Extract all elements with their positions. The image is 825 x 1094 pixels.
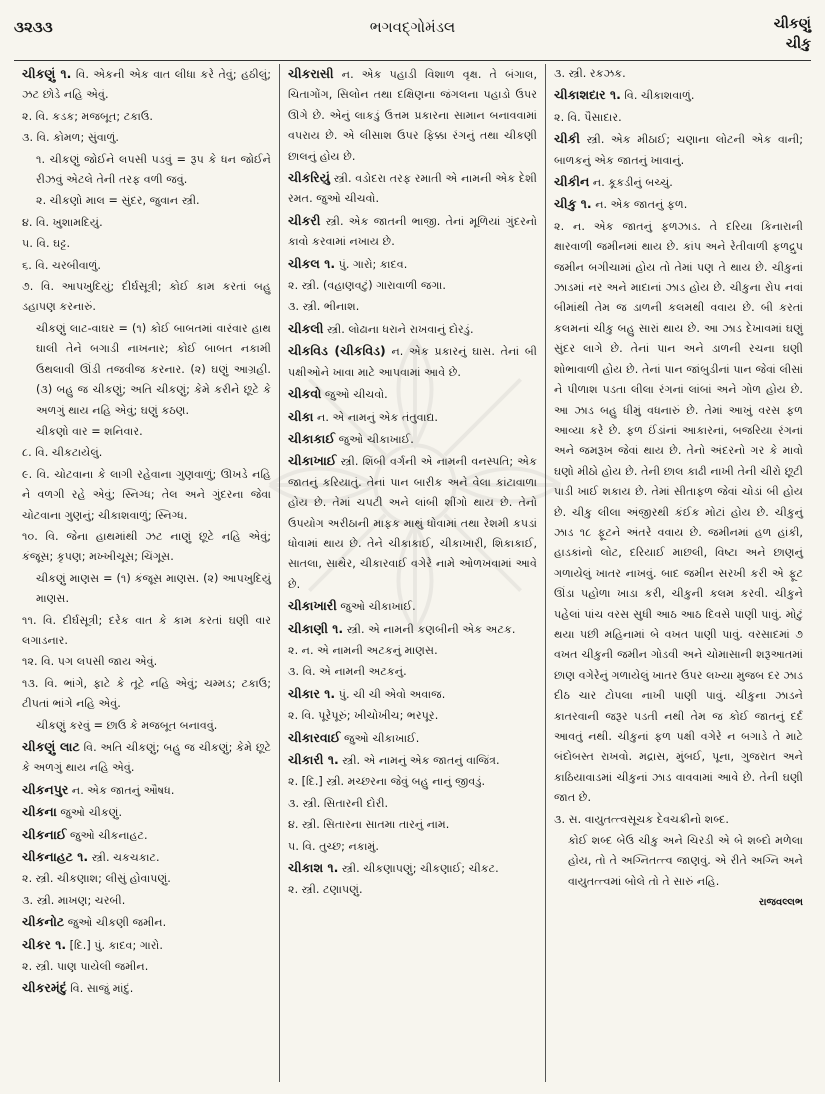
entry-headword: ચીકર ૧.: [22, 936, 67, 952]
entry-definition: સ્ત્રી. એક મીઠાઈ; ચણાના લોટની એક વાની; બાળકનું એક જાતનું ખાવાનું.: [554, 133, 803, 167]
entry-definition: ૬. વિ. ચરબીવાળું.: [22, 258, 101, 272]
dictionary-entry: [554, 108, 803, 128]
entry-headword: ચીકનાઈ: [22, 826, 67, 842]
entry-headword: ચીકરાસી: [288, 66, 334, 81]
dictionary-entry: [22, 569, 271, 610]
entry-definition: સ્ત્રી. વડોદરા તરફ રમાતી એ નામની એક દેશી રમત. જુઓ ચીચવો.: [288, 172, 537, 206]
dictionary-entry: [288, 837, 537, 857]
dictionary-entry: [554, 194, 803, 215]
dictionary-entry: [22, 277, 271, 318]
entry-definition: વિ. ચીકાશવાળું.: [624, 89, 695, 103]
page-title: ભગવદ્ગોમંડલ: [369, 18, 456, 36]
dictionary-entry: [288, 772, 537, 792]
dictionary-entry: [22, 234, 271, 254]
entry-definition: ૨. વિ. કડક; મજબૂત; ટકાઉ.: [22, 109, 153, 123]
dictionary-entry: [22, 737, 271, 779]
dictionary-entry: [22, 319, 271, 421]
dictionary-entry: [288, 429, 537, 450]
entry-headword: ચીકનાહટ ૧.: [22, 849, 89, 865]
entry-headword: ચીકારી ૧.: [288, 752, 339, 767]
entry-headword: ચીકાશ ૧.: [288, 860, 339, 876]
dictionary-entry: [288, 662, 537, 682]
dictionary-entry: [288, 276, 537, 296]
dictionary-entry: [554, 217, 803, 809]
entry-definition: ૩. વિ. એ નામની અટકનું.: [288, 665, 407, 679]
entry-definition: ૪. વિ. ખુશામદિયું.: [22, 215, 103, 229]
entry-definition: ૨. વિ. પૈસાદાર.: [554, 110, 622, 124]
entry-definition: ૫. વિ. ઘટ્ટ.: [22, 237, 70, 251]
entry-headword: ચીકનપુર: [22, 781, 69, 797]
header-rule: [14, 60, 811, 61]
entry-headword: ચીકના: [22, 804, 57, 820]
entry-definition: ૨. ચીકણો માલ = સુંદર, જુવાન સ્ત્રી.: [36, 194, 200, 208]
entry-headword: ચીકાર ૧.: [288, 685, 336, 701]
dictionary-entry: [22, 191, 271, 211]
dictionary-entry: [288, 211, 537, 253]
entry-headword: ચીકાકાઈ: [288, 430, 336, 446]
guide-words: [774, 14, 811, 54]
entry-headword: ચીકવો: [288, 386, 322, 402]
dictionary-entry: [22, 825, 271, 846]
dictionary-entry: [288, 596, 537, 617]
entry-definition: સ્ત્રી. ચકચકાટ.: [91, 851, 160, 865]
entry-headword: ચીકરમંદું: [22, 980, 67, 996]
entry-definition: ચીકણો વાર = શનિવાર.: [36, 424, 143, 438]
entry-headword: ચીકાણી ૧.: [288, 620, 344, 636]
dictionary-entry: [288, 619, 537, 640]
dictionary-entry: [22, 674, 271, 715]
entry-definition: ૧૧. વિ. દીર્ઘસૂત્રી; દરેક વાત કે કામ કરતાં ઘણી વાર લગાડનાર.: [22, 613, 271, 647]
dictionary-columns: [14, 64, 811, 1082]
entry-definition: જુઓ ચીકાખાઈ.: [338, 432, 414, 446]
entry-definition: ૩. સ્ત્રી. ભીનાશ.: [288, 300, 360, 314]
entry-headword: ચીકલી: [288, 320, 324, 336]
dictionary-entry: [554, 831, 803, 892]
dictionary-entry: [22, 780, 271, 801]
entry-headword: ચીકાશદાર ૧.: [554, 87, 621, 103]
entry-definition: ૭. વિ. આપખુદિયું; દીર્ઘસૂત્રી; કોઈ કામ કરતાં બહુ ડહાપણ કરનારું.: [22, 280, 271, 314]
entry-headword: ચીકીન: [554, 174, 590, 190]
entry-definition: જુઓ ચીકાખાઈ.: [344, 731, 420, 745]
entry-definition: ૨. ન. એક જાતનું ફળઝાડ. તે દરિયા કિનારાની ક્ષારવાળી જમીનમાં થાય છે. કાંપ અને રેતીવાળી ફળદ્રુપ જમીન બગીચામાં હોય તો તેમાં પણ તે થાય છે. ચીકુનાં ઝાડમાં નર અને માદાનાં ઝાડ હોય છે. ચીકુના રોપ નવાં બીમાંથી તેમ જ ડાળની કલમથી વવાય છે. બી કરતાં કલમનાં ચીકુ બહુ સારાં થાય છે. આ ઝાડ દેખાવમાં ઘણું સુંદર લાગે છે. તેનાં પાન અને ડાળની રચના ઘણી શોભાવાળી હોય છે. તેનાં પાન જાંબુડીનાં પાન જેવાં લીસાં ને પીળાશ પડતા લીલા રંગનાં લાંબાં અને ગોળ હોય છે. આ ઝાડ બહુ ધીમું વધનારું છે. તેમાં આખું વરસ ફળ આવ્યા કરે છે. ફળ ઈંડાંનાં આકારનાં, બજરિયા રંગનાં અને જમરૂખ જેવાં થાય છે. તેનો અંદરનો ગર કે માવો ઘણો મીઠો હોય છે. તેની છાલ કાઢી નાખી તેની ચીરો છૂટી પાડી ખાઈ શકાય છે. તેમાં સીતાફળ જેવાં ચોડાં બી હોય છે. ચીકુ લીલા અંજીરથી કંઈક મોટાં હોય છે. ચીકુનું ઝાડ ૧૮ ફૂટને અંતરે વવાય છે. જમીનમાં હળ હાંકી, હાડકાંનો લોટ, દરિયાઈ માછલી, વિષ્ટા અને છાણનું ગળાયેલું ખાતર નાખવું. બાદ જમીન સરખી કરી એ ફૂટ ઊંડા પહોળા ખાડા કરી, ચીકુની કલમ કરવી. ચીકુને પહેલાં પાંચ વરસ સુધી આઠ આઠ દિવસે પાણી પાવું. મોટું થયા પછી મહિનામાં બે વખત પાણી પાવું. વરસાદમાં ૭ વખત ચીકુની જમીન ગોડવી અને ચોમાસાની શરૂઆતમાં છાણ વગેરેનું ગળાયેલું ખાતર ઉપર લખ્યા મુજબ દર ઝાડ દીઠ ચાર ટોપલા નાખી પાણી પાવું. ચીકુના ઝાડને કાતરવાની જરૂર પડતી નથી તેમ જ કોઈ જાતનું દર્દ આવતું નથી. ચીકુનાં ફળ પક્ષી વગેરે ન બગાડે તે માટે બંદોબસ્ત રાખવો. મદ્રાસ, મુંબઈ, પૂના, ગુજરાત અને કાઠિયાવાડમાં ચીકુનાં ઝાડ વાવવામાં આવે છે. તેની ઘણી જાત છે.: [554, 219, 803, 805]
entry-headword: ચીકારવાઈ: [288, 729, 341, 745]
entry-definition: સ્ત્રી. એ નામનું એક જાતનું વાજિંત્ર.: [342, 754, 500, 767]
dictionary-entry: [22, 978, 271, 999]
entry-headword: ચીકાખાઈ: [288, 453, 337, 469]
entry-definition: વિ. અતિ ચીકણું; બહુ જ ચીકણું; કેમે છૂટે કે અળગું થાય નહિ એવું.: [22, 741, 271, 775]
entry-definition: કોઈ શબ્દ બેઉ ચીકુ અને ચિરડી એ બે શબ્દો મળેલા હોય, તો તે અગ્નિતત્ત્વ જાણવું. એ રીતે અગ્નિ અને વાયુતત્ત્વમાં બોલે તો તે સારું નહિ.: [568, 834, 803, 888]
entry-headword: ચીકલ ૧.: [288, 255, 336, 271]
entry-definition: જુઓ ચીકાખાઈ.: [340, 600, 416, 614]
column-2: [279, 64, 545, 1082]
dictionary-entry: [288, 750, 537, 771]
dictionary-entry: [288, 254, 537, 275]
dictionary-entry: [22, 213, 271, 233]
dictionary-entry: [22, 652, 271, 672]
entry-definition: ૫. વિ. તુચ્છ; નકામું.: [288, 839, 379, 853]
entry-definition: ૧. ચીકણું જોઈને લપસી પડવું = રૂપ કે ધન જોઈને રીઝવું એટલે તેની તરફ વળી જવું.: [36, 152, 271, 187]
page-number: ૩૨૩૩: [14, 18, 53, 36]
entry-definition: ૨. સ્ત્રી. પાણ પાયેલી જમીન.: [22, 960, 149, 974]
entry-definition: ૩. સ્ત્રી. રકઝક.: [554, 67, 626, 80]
dictionary-entry: [288, 858, 537, 879]
dictionary-entry: [288, 728, 537, 749]
dictionary-entry: [22, 912, 271, 933]
entry-headword: ચીકનોટ: [22, 914, 65, 930]
dictionary-entry: [554, 129, 803, 171]
entry-definition: જુઓ ચીકનાહટ.: [70, 828, 148, 842]
entry-definition: ન. એક પ્રકારનું ઘાસ. તેનાં બી પક્ષીઓને ખાવા માટે આપવામાં આવે છે.: [288, 345, 538, 379]
entry-definition: ૯. વિ. ચોટવાના કે લાગી રહેવાના ગુણવાળું; ઊખડે નહિ ને વળગી રહે એવું; સ્નિગ્ધ; તેલ અને ગુંદરના જેવા ચોટવાના ગુણનું; ચીકાશવાળું; સ્નિગ્ધ.: [22, 467, 271, 522]
dictionary-entry: [288, 64, 537, 167]
dictionary-entry: [288, 168, 537, 210]
page-header: [14, 10, 811, 60]
dictionary-entry: [288, 451, 537, 595]
dictionary-entry: [288, 706, 537, 726]
entry-definition: સ્ત્રી. ચીકણાપણું; ચીકણાઈ; ચીકટ.: [341, 862, 499, 876]
entry-definition: ૩. સ્ત્રી. માખણ; ચરબી.: [22, 893, 126, 907]
dictionary-entry: [288, 880, 537, 900]
entry-definition: ૨. સ્ત્રી. ચીકણાશ; લીસું હોવાપણું.: [22, 872, 171, 886]
entry-definition: ન. કૂકડીનું બચ્ચું.: [592, 176, 673, 190]
dictionary-entry: [288, 319, 537, 340]
entry-headword: ચીકણું ૧.: [22, 66, 72, 81]
entry-definition: ન. એક જાતનું ઔષધ.: [71, 783, 175, 797]
dictionary-entry: [22, 716, 271, 736]
dictionary-entry: [22, 256, 271, 276]
dictionary-entry: [22, 107, 271, 127]
dictionary-entry: [288, 641, 537, 661]
dictionary-entry: [288, 341, 537, 383]
entry-definition: ૨. વિ. પૂરેપૂરું; ખીચોખીચ; ભરપૂર.: [288, 709, 439, 723]
dictionary-entry: [554, 172, 803, 193]
guide-word-top: ચીકણું: [773, 16, 811, 32]
dictionary-entry: [22, 527, 271, 568]
dictionary-entry: [22, 443, 271, 463]
entry-definition: [દિ.] પું. કાદવ; ગારો.: [69, 938, 163, 952]
dictionary-entry: [22, 847, 271, 868]
dictionary-entry: [22, 422, 271, 442]
entry-definition: જુઓ ચીકણી જમીન.: [67, 916, 167, 930]
entry-definition: ૩. વિ. કોમળ; સુંવાળું.: [22, 131, 119, 145]
entry-definition: ન. એ નામનું એક તંતુવાદ્ય.: [317, 410, 438, 424]
entry-definition: સ્ત્રી. એક જાતની ભાજી. તેનાં મૂળિયાં ગુંદરનો કાવો કરવામાં નખાય છે.: [288, 214, 538, 249]
dictionary-entry: [22, 611, 271, 652]
entry-definition: પું. ગારો; કાદવ.: [338, 257, 408, 271]
dictionary-entry: [22, 869, 271, 889]
dictionary-entry: [22, 64, 271, 106]
dictionary-entry: [288, 815, 537, 835]
entry-headword: ચીકાખારી: [288, 598, 337, 614]
dictionary-entry: [22, 957, 271, 977]
entry-definition: ૪. સ્ત્રી. સિતારના સાતમા તારનું નામ.: [288, 818, 450, 832]
column-1: [14, 64, 279, 1082]
entry-headword: ચીકુ ૧.: [554, 196, 592, 212]
entry-definition: ૧૩. વિ. ભાંગે, ફાટે કે તૂટે નહિ એવું; ચમ્મડ; ટકાઉ; ટીપતાં ભાંગે નહિ એવું.: [22, 676, 271, 711]
dictionary-entry: [554, 810, 803, 830]
entry-definition: ૨. સ્ત્રી. ટણાપણું.: [288, 883, 363, 897]
dictionary-entry: [22, 802, 271, 823]
entry-definition: પું. ચી ચી એવો અવાજ.: [338, 687, 446, 701]
dictionary-entry: [22, 128, 271, 148]
entry-definition: ૩. સ્ત્રી. સિતારની દોરી.: [288, 796, 389, 810]
entry-definition: જુઓ ચીકણું.: [60, 806, 123, 820]
entry-definition: વિ. સાજું માંદું.: [70, 982, 134, 996]
entry-definition: ૮. વિ. ચીકટાયેલું.: [22, 446, 103, 460]
entry-definition: ૧૨. વિ. પગ લપસી જાય એવું.: [22, 655, 158, 669]
entry-headword: ચીકણું લાટ: [22, 739, 80, 754]
dictionary-entry: [288, 297, 537, 317]
column-3: [545, 64, 811, 1082]
entry-definition: ચીકણું માણસ = (૧) કંજૂસ માણસ. (૨) આપખુદિયું માણસ.: [36, 571, 271, 606]
dictionary-entry: [288, 684, 537, 705]
entry-definition: ચીકણું કરવું = છાઉ કે મજબૂત બનાવવું.: [36, 718, 218, 732]
dictionary-entry: [22, 150, 271, 191]
entry-definition: ૨. [દિ.] સ્ત્રી. મચ્છરના જેવું બહુ નાનું જીવડું.: [288, 775, 486, 789]
entry-definition: ૩. સ. વાયુતત્ત્વસૂચક દેવચક્રીનો શબ્દ.: [554, 812, 729, 826]
dictionary-entry: [288, 794, 537, 814]
entry-definition: સ્ત્રી. એ નામની કણબીની એક અટક.: [346, 622, 516, 636]
dictionary-entry: [554, 64, 803, 84]
entry-headword: ચીકવિડ (ચીકવિડ): [288, 343, 386, 359]
entry-definition: ૧૦. વિ. જેના હાથમાંથી ઝટ નાણું છૂટે નહિ એવું; કંજૂસ; કૃપણ; મખ્ખીચૂસ; ચિંગૂસ.: [22, 529, 271, 564]
entry-definition: જુઓ ચીચવો.: [324, 388, 388, 402]
entry-definition: ૨. સ્ત્રી. (વહાણવટું) ગારાવાળી જગા.: [288, 279, 446, 293]
entry-definition: વિ. એકની એક વાત લીધા કરે તેવું; હઠીલું; ઝટ છોડે નહિ એવું.: [22, 68, 271, 102]
guide-word-bottom: ચીકુ: [785, 36, 811, 52]
entry-definition: ચીકણું લાટ-વાઘર = (૧) કોઈ બાબતમાં વારંવાર હાથ ઘાલી તેને બગાડી નાખનાર; કોઈ બાબત નકામી ઉથલાવી ઊંડી તજવીજ કરનાર. (૨) ઘણું આગ્રહી. (૩) બહુ જ ચીકણું; અતિ ચીકણું; કેમે કરીને છૂટે કે અળગું થાય નહિ એવું; ઘણું કઠણ.: [36, 321, 271, 417]
dictionary-entry: [554, 85, 803, 106]
entry-headword: ચીકરી: [288, 212, 321, 228]
dictionary-entry: [22, 935, 271, 956]
dictionary-entry: [288, 407, 537, 428]
entry-definition: ન. એક જાતનું ફળ.: [595, 198, 688, 212]
source-signature: રાજવલ્લભ: [758, 897, 803, 909]
dictionary-entry: [288, 384, 537, 405]
entry-definition: ૨. ન. એ નામની અટકનું માણસ.: [288, 643, 438, 657]
entry-headword: ચીકી: [554, 131, 580, 147]
entry-headword: ચીકા: [288, 408, 314, 424]
entry-headword: ચીકરિયું: [288, 170, 330, 186]
entry-definition: સ્ત્રી. લોઢાના ધરાને રાખવાનું દોરડું.: [327, 322, 474, 336]
dictionary-entry: [22, 891, 271, 911]
entry-definition: ન. એક પહાડી વિશાળ વૃક્ષ. તે બંગાલ, ચિતાગોંગ, સિલોન તથા દક્ષિણના જંગલના પહાડો ઉપર ઊગે છે. એનું લાકડું ઉત્તમ પ્રકારના સામાન બનાવવામાં વપરાય છે. એ લીસાશ ઉપર ફિક્કા રંગનું તથા ચીકણી છાલનું હોય છે.: [288, 68, 537, 163]
dictionary-entry: [22, 465, 271, 526]
entry-definition: સ્ત્રી. શિંબી વર્ગની એ નામની વનસ્પતિ; એક જાતનું કરિયાતું. તેનાં પાન બારીક અને વેલા કાંટાવાળા હોય છે. તેમાં ચપટી અને લાંબી શીંગો થાય છે. તેનો ઉપયોગ અરીઠાની માફક માથું ધોવામાં તથા રેશમી કપડાં ધોવામાં થાય છે. તેને ચીકાકાઈ, ચીકાખારી, શિકાકાઈ, સાતલા, સાથેર, ચીકારવાઈ વગેરે નામે ઓળખવામાં આવે છે.: [288, 455, 538, 591]
